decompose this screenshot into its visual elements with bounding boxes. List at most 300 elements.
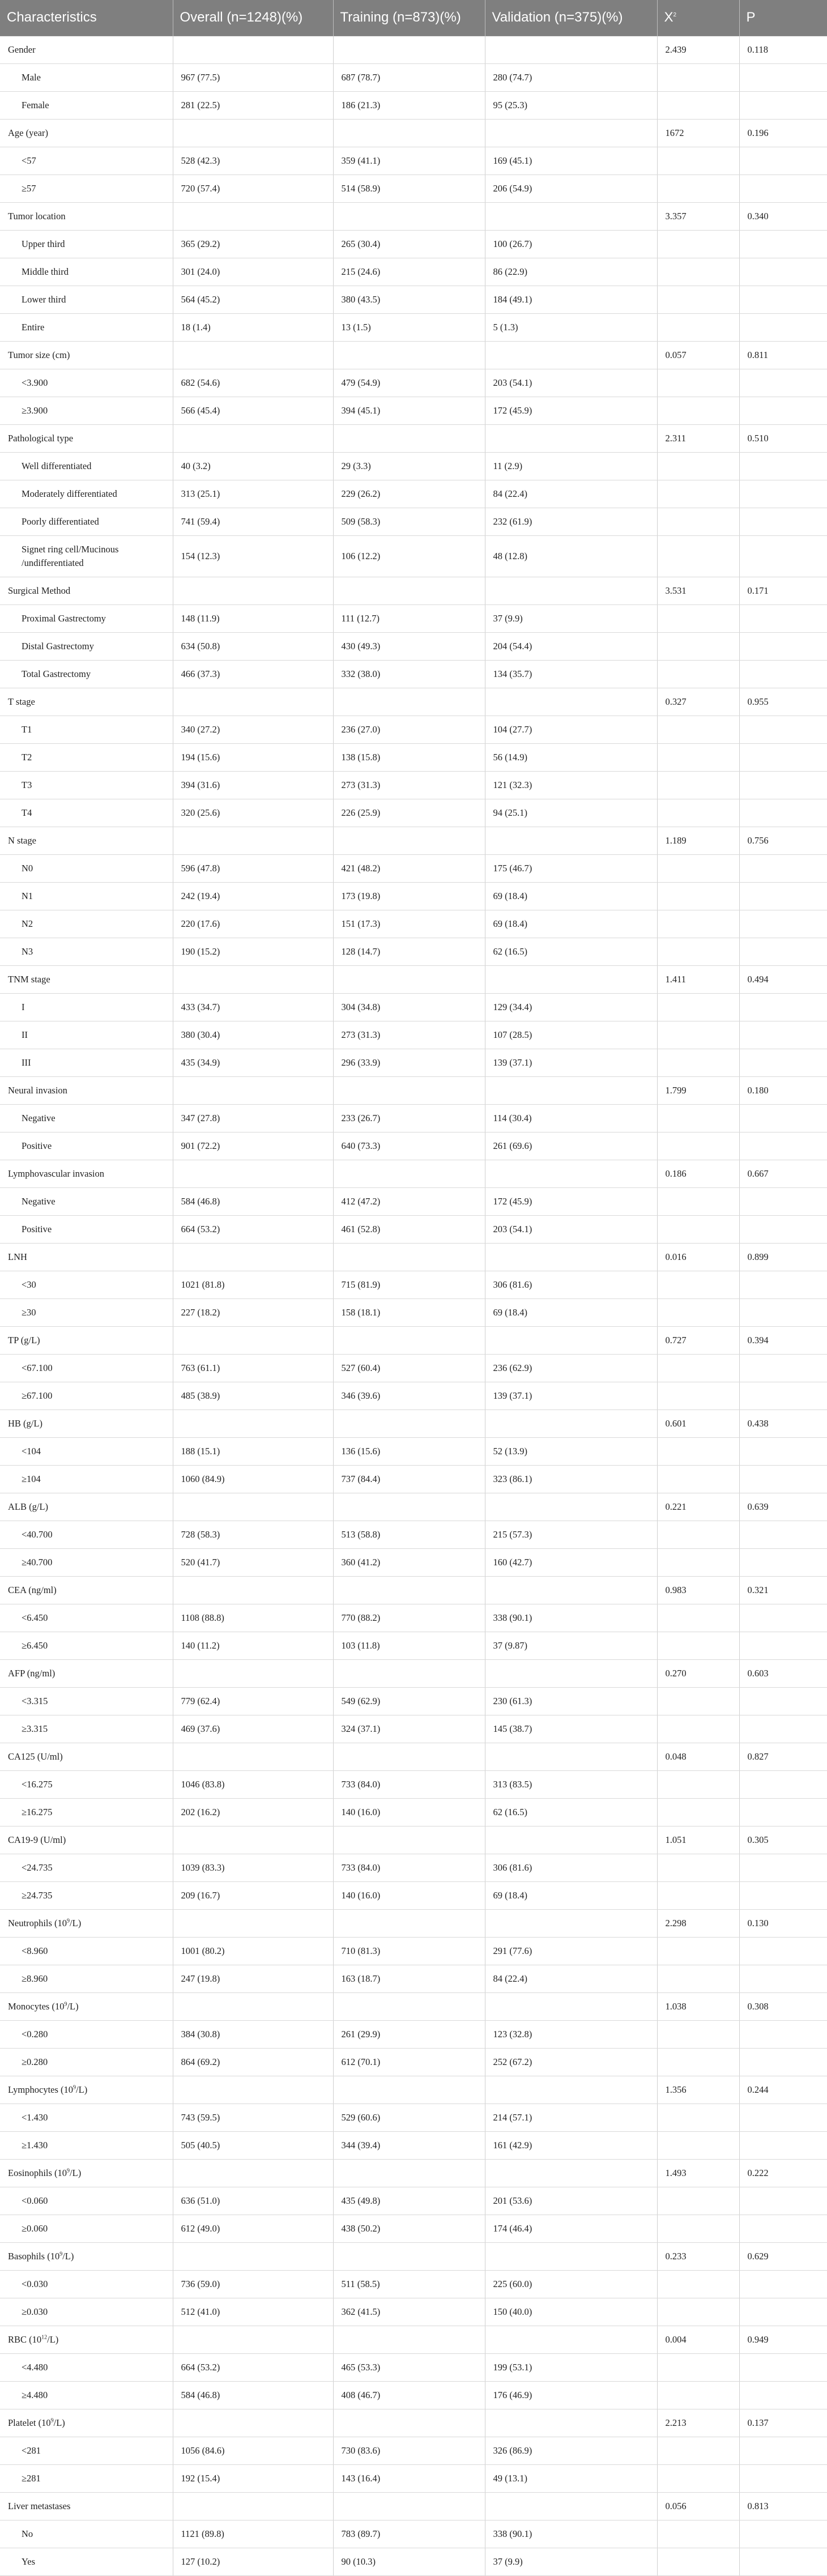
overall-cell: 365 (29.2) [173, 230, 333, 258]
group-label-text: Neutrophils (10 [8, 1917, 67, 1928]
table-row [0, 1632, 827, 1659]
p-cell [739, 854, 827, 882]
subgroup-label: ≥40.700 [0, 1548, 173, 1576]
overall-cell: 209 (16.7) [173, 1881, 333, 1909]
validation-cell: 230 (61.3) [485, 1687, 657, 1715]
subgroup-label: ≥0.060 [0, 2215, 173, 2242]
validation-cell [485, 202, 657, 230]
overall-cell: 1060 (84.9) [173, 1465, 333, 1493]
table-row [0, 2131, 827, 2159]
subgroup-label: Positive [0, 1132, 173, 1160]
validation-cell: 86 (22.9) [485, 258, 657, 286]
group-label [0, 1576, 173, 1604]
group-label-text: N stage [8, 834, 36, 846]
training-cell: 186 (21.3) [333, 91, 485, 119]
subgroup-label: ≥281 [0, 2464, 173, 2492]
training-cell: 103 (11.8) [333, 1632, 485, 1659]
p-value: 0.321 [739, 1576, 827, 1604]
overall-cell: 227 (18.2) [173, 1298, 333, 1326]
subgroup-label: ≥0.030 [0, 2298, 173, 2326]
validation-cell: 236 (62.9) [485, 1354, 657, 1382]
chi-square-cell [657, 2131, 739, 2159]
chi-symbol: X [664, 10, 673, 25]
overall-cell [173, 577, 333, 604]
chi-square-value: 1.189 [657, 827, 739, 854]
chi-square-cell [657, 1437, 739, 1465]
training-cell: 106 (12.2) [333, 535, 485, 577]
validation-cell [485, 688, 657, 716]
col-header-chi-square [657, 0, 739, 36]
p-value: 0.813 [739, 2492, 827, 2520]
table-row [0, 2520, 827, 2548]
table-row [0, 2104, 827, 2131]
overall-cell: 584 (46.8) [173, 2381, 333, 2409]
group-label [0, 1659, 173, 1687]
validation-cell: 215 (57.3) [485, 1521, 657, 1548]
unit-superscript: 9 [67, 2168, 70, 2174]
table-row [0, 2020, 827, 2048]
group-label [0, 2159, 173, 2187]
validation-cell [485, 1410, 657, 1437]
group-label-text: Tumor size (cm) [8, 349, 70, 360]
subgroup-label: ≥0.280 [0, 2048, 173, 2076]
p-value: 0.305 [739, 1826, 827, 1854]
group-label-text: Neural invasion [8, 1084, 67, 1096]
chi-square-cell [657, 535, 739, 577]
subgroup-label: <8.960 [0, 1937, 173, 1965]
overall-cell: 779 (62.4) [173, 1687, 333, 1715]
training-cell [333, 965, 485, 993]
overall-cell [173, 827, 333, 854]
table-row [0, 174, 827, 202]
chi-square-cell [657, 632, 739, 660]
training-cell: 461 (52.8) [333, 1215, 485, 1243]
validation-cell: 62 (16.5) [485, 938, 657, 965]
p-cell [739, 1548, 827, 1576]
table-row [0, 452, 827, 480]
training-cell [333, 1243, 485, 1271]
chi-square-cell [657, 63, 739, 91]
group-row [0, 2326, 827, 2353]
training-cell: 360 (41.2) [333, 1548, 485, 1576]
p-value: 0.629 [739, 2242, 827, 2270]
group-label [0, 1243, 173, 1271]
unit-superscript: 9 [50, 2417, 54, 2424]
chi-square-cell [657, 480, 739, 508]
training-cell: 158 (18.1) [333, 1298, 485, 1326]
training-cell: 527 (60.4) [333, 1354, 485, 1382]
validation-cell [485, 1826, 657, 1854]
chi-square-cell [657, 1271, 739, 1298]
table-row [0, 2381, 827, 2409]
subgroup-label: Well differentiated [0, 452, 173, 480]
validation-cell: 48 (12.8) [485, 535, 657, 577]
validation-cell: 172 (45.9) [485, 397, 657, 424]
training-cell: 136 (15.6) [333, 1437, 485, 1465]
overall-cell: 320 (25.6) [173, 799, 333, 827]
table-row [0, 63, 827, 91]
table-row [0, 1770, 827, 1798]
training-cell: 710 (81.3) [333, 1937, 485, 1965]
group-label-text: CA125 (U/ml) [8, 1751, 63, 1762]
group-row [0, 1659, 827, 1687]
chi-square-cell [657, 2381, 739, 2409]
group-row [0, 577, 827, 604]
p-cell [739, 2520, 827, 2548]
validation-cell: 56 (14.9) [485, 743, 657, 771]
training-cell: 226 (25.9) [333, 799, 485, 827]
validation-cell [485, 1326, 657, 1354]
p-value: 0.171 [739, 577, 827, 604]
table-row [0, 1854, 827, 1881]
p-cell [739, 286, 827, 313]
table-row [0, 743, 827, 771]
group-label [0, 1410, 173, 1437]
p-cell [739, 1604, 827, 1632]
p-value: 0.118 [739, 36, 827, 63]
validation-cell: 204 (54.4) [485, 632, 657, 660]
p-cell [739, 1687, 827, 1715]
group-label-text: TNM stage [8, 973, 50, 985]
validation-cell: 291 (77.6) [485, 1937, 657, 1965]
training-cell [333, 119, 485, 147]
p-value: 0.811 [739, 341, 827, 369]
training-cell: 304 (34.8) [333, 993, 485, 1021]
table-row [0, 1021, 827, 1049]
group-row [0, 965, 827, 993]
table-row [0, 910, 827, 938]
p-cell [739, 397, 827, 424]
p-cell [739, 2548, 827, 2575]
chi-square-value: 1.038 [657, 1992, 739, 2020]
training-cell [333, 2159, 485, 2187]
overall-cell: 1001 (80.2) [173, 1937, 333, 1965]
overall-cell: 194 (15.6) [173, 743, 333, 771]
p-cell [739, 1104, 827, 1132]
group-label [0, 2076, 173, 2104]
group-label [0, 2409, 173, 2437]
p-cell [739, 2187, 827, 2215]
overall-cell: 596 (47.8) [173, 854, 333, 882]
table-row [0, 993, 827, 1021]
chi-square-cell [657, 1604, 739, 1632]
chi-square-cell [657, 604, 739, 632]
chi-square-value: 1.411 [657, 965, 739, 993]
chi-square-value: 1.051 [657, 1826, 739, 1854]
validation-cell: 134 (35.7) [485, 660, 657, 688]
group-row [0, 1076, 827, 1104]
subgroup-label: Middle third [0, 258, 173, 286]
p-cell [739, 2298, 827, 2326]
validation-cell [485, 2492, 657, 2520]
validation-cell: 37 (9.87) [485, 1632, 657, 1659]
chi-square-cell [657, 1687, 739, 1715]
subgroup-label: <16.275 [0, 1770, 173, 1798]
table-row [0, 535, 827, 577]
validation-cell [485, 1243, 657, 1271]
table-row [0, 2437, 827, 2464]
training-cell: 265 (30.4) [333, 230, 485, 258]
p-cell [739, 660, 827, 688]
validation-cell [485, 1493, 657, 1521]
subgroup-label: ≥4.480 [0, 2381, 173, 2409]
validation-cell: 232 (61.9) [485, 508, 657, 535]
chi-square-value: 0.048 [657, 1743, 739, 1770]
validation-cell: 95 (25.3) [485, 91, 657, 119]
table-row [0, 1687, 827, 1715]
overall-cell [173, 2409, 333, 2437]
training-cell: 733 (84.0) [333, 1770, 485, 1798]
p-value: 0.827 [739, 1743, 827, 1770]
p-cell [739, 1021, 827, 1049]
subgroup-label: ≥1.430 [0, 2131, 173, 2159]
overall-cell: 281 (22.5) [173, 91, 333, 119]
subgroup-label: N3 [0, 938, 173, 965]
chi-square-cell [657, 2048, 739, 2076]
p-cell [739, 2437, 827, 2464]
group-label-text: Gender [8, 44, 36, 55]
col-header-training: Training (n=873)(%) [333, 0, 485, 36]
overall-cell: 520 (41.7) [173, 1548, 333, 1576]
validation-cell: 161 (42.9) [485, 2131, 657, 2159]
overall-cell: 736 (59.0) [173, 2270, 333, 2298]
p-cell [739, 2048, 827, 2076]
subgroup-label: ≥67.100 [0, 1382, 173, 1410]
overall-cell: 566 (45.4) [173, 397, 333, 424]
chi-square-cell [657, 1215, 739, 1243]
chi-square-cell [657, 993, 739, 1021]
chi-square-cell [657, 369, 739, 397]
p-cell [739, 63, 827, 91]
table-row [0, 1937, 827, 1965]
overall-cell [173, 1243, 333, 1271]
chi-square-cell [657, 1521, 739, 1548]
p-value: 0.137 [739, 2409, 827, 2437]
validation-cell [485, 1909, 657, 1937]
training-cell: 687 (78.7) [333, 63, 485, 91]
table-row [0, 286, 827, 313]
validation-cell [485, 1659, 657, 1687]
table-row [0, 2298, 827, 2326]
chi-square-value: 0.004 [657, 2326, 739, 2353]
group-label-unit: /L) [70, 2167, 82, 2178]
table-row [0, 938, 827, 965]
subgroup-label: ≥24.735 [0, 1881, 173, 1909]
chi-superscript: 2 [673, 12, 677, 19]
validation-cell: 261 (69.6) [485, 1132, 657, 1160]
overall-cell [173, 1576, 333, 1604]
validation-cell: 338 (90.1) [485, 2520, 657, 2548]
p-cell [739, 2353, 827, 2381]
training-cell [333, 1909, 485, 1937]
training-cell: 730 (83.6) [333, 2437, 485, 2464]
training-cell [333, 36, 485, 63]
training-cell: 29 (3.3) [333, 452, 485, 480]
group-row [0, 2242, 827, 2270]
group-row [0, 424, 827, 452]
overall-cell: 901 (72.2) [173, 1132, 333, 1160]
chi-square-cell [657, 1354, 739, 1382]
p-value: 0.494 [739, 965, 827, 993]
group-row [0, 827, 827, 854]
group-label [0, 2492, 173, 2520]
chi-square-cell [657, 2520, 739, 2548]
table-row [0, 1715, 827, 1743]
chi-square-cell [657, 91, 739, 119]
table-row [0, 660, 827, 688]
unit-superscript: 9 [67, 1918, 70, 1924]
chi-square-cell [657, 313, 739, 341]
group-label-text: RBC (10 [8, 2334, 42, 2345]
group-label-text: CA19-9 (U/ml) [8, 1834, 66, 1845]
p-cell [739, 716, 827, 743]
subgroup-label: Poorly differentiated [0, 508, 173, 535]
validation-cell: 11 (2.9) [485, 452, 657, 480]
chi-square-cell [657, 230, 739, 258]
validation-cell: 69 (18.4) [485, 1881, 657, 1909]
overall-cell: 154 (12.3) [173, 535, 333, 577]
training-cell: 140 (16.0) [333, 1881, 485, 1909]
p-cell [739, 258, 827, 286]
training-cell: 783 (89.7) [333, 2520, 485, 2548]
chi-square-value: 2.311 [657, 424, 739, 452]
chi-square-value: 0.057 [657, 341, 739, 369]
group-label-text: TP (g/L) [8, 1334, 40, 1346]
training-cell: 346 (39.6) [333, 1382, 485, 1410]
training-cell: 143 (16.4) [333, 2464, 485, 2492]
group-label-text: Surgical Method [8, 585, 71, 596]
subgroup-label: Distal Gastrectomy [0, 632, 173, 660]
group-label-text: Basophils (10 [8, 2250, 60, 2262]
training-cell [333, 1410, 485, 1437]
overall-cell [173, 1826, 333, 1854]
p-cell [739, 174, 827, 202]
subgroup-label: ≥16.275 [0, 1798, 173, 1826]
overall-cell: 18 (1.4) [173, 313, 333, 341]
validation-cell: 69 (18.4) [485, 1298, 657, 1326]
chi-square-cell [657, 1632, 739, 1659]
overall-cell: 1108 (88.8) [173, 1604, 333, 1632]
group-label [0, 1909, 173, 1937]
table-row [0, 1354, 827, 1382]
subgroup-label: ≥3.315 [0, 1715, 173, 1743]
chi-square-cell [657, 1770, 739, 1798]
subgroup-label: <24.735 [0, 1854, 173, 1881]
p-value: 0.955 [739, 688, 827, 716]
chi-square-cell [657, 910, 739, 938]
training-cell: 380 (43.5) [333, 286, 485, 313]
table-row [0, 1548, 827, 1576]
training-cell: 13 (1.5) [333, 313, 485, 341]
p-value: 0.438 [739, 1410, 827, 1437]
table-row [0, 1465, 827, 1493]
group-row [0, 688, 827, 716]
training-cell [333, 577, 485, 604]
validation-cell [485, 119, 657, 147]
subgroup-label: Signet ring cell/Mucinous /undifferentiated [0, 535, 173, 577]
p-cell [739, 1798, 827, 1826]
p-cell [739, 1187, 827, 1215]
overall-cell: 664 (53.2) [173, 2353, 333, 2381]
validation-cell: 114 (30.4) [485, 1104, 657, 1132]
chi-square-cell [657, 286, 739, 313]
overall-cell: 564 (45.2) [173, 286, 333, 313]
validation-cell: 252 (67.2) [485, 2048, 657, 2076]
p-cell [739, 1271, 827, 1298]
training-cell: 479 (54.9) [333, 369, 485, 397]
overall-cell [173, 2492, 333, 2520]
overall-cell: 634 (50.8) [173, 632, 333, 660]
validation-cell [485, 1743, 657, 1770]
validation-cell: 199 (53.1) [485, 2353, 657, 2381]
table-row [0, 1521, 827, 1548]
validation-cell: 174 (46.4) [485, 2215, 657, 2242]
subgroup-label: Yes [0, 2548, 173, 2575]
chi-square-value: 2.439 [657, 36, 739, 63]
subgroup-label: T1 [0, 716, 173, 743]
training-cell [333, 1659, 485, 1687]
validation-cell: 306 (81.6) [485, 1271, 657, 1298]
chi-square-value: 0.186 [657, 1160, 739, 1187]
chi-square-value: 0.016 [657, 1243, 739, 1271]
subgroup-label: III [0, 1049, 173, 1076]
p-value: 0.949 [739, 2326, 827, 2353]
subgroup-label: I [0, 993, 173, 1021]
table-row [0, 2048, 827, 2076]
subgroup-label: ≥8.960 [0, 1965, 173, 1992]
overall-cell: 1021 (81.8) [173, 1271, 333, 1298]
header-row [0, 0, 827, 36]
p-cell [739, 1437, 827, 1465]
subgroup-label: N2 [0, 910, 173, 938]
p-value: 0.244 [739, 2076, 827, 2104]
overall-cell: 435 (34.9) [173, 1049, 333, 1076]
group-label [0, 1826, 173, 1854]
validation-cell [485, 1076, 657, 1104]
overall-cell: 1046 (83.8) [173, 1770, 333, 1798]
subgroup-label: Negative [0, 1104, 173, 1132]
training-cell: 229 (26.2) [333, 480, 485, 508]
subgroup-label: <6.450 [0, 1604, 173, 1632]
p-cell [739, 508, 827, 535]
group-row [0, 1493, 827, 1521]
validation-cell [485, 2326, 657, 2353]
group-label [0, 1743, 173, 1770]
training-cell [333, 688, 485, 716]
p-value: 0.667 [739, 1160, 827, 1187]
overall-cell: 864 (69.2) [173, 2048, 333, 2076]
table-row [0, 230, 827, 258]
overall-cell: 247 (19.8) [173, 1965, 333, 1992]
table-row [0, 480, 827, 508]
chi-square-value: 0.221 [657, 1493, 739, 1521]
table-row [0, 91, 827, 119]
group-label [0, 688, 173, 716]
chi-square-value: 0.270 [657, 1659, 739, 1687]
overall-cell: 584 (46.8) [173, 1187, 333, 1215]
overall-cell [173, 119, 333, 147]
table-row [0, 1049, 827, 1076]
overall-cell: 485 (38.9) [173, 1382, 333, 1410]
training-cell: 435 (49.8) [333, 2187, 485, 2215]
training-cell [333, 424, 485, 452]
subgroup-label: Female [0, 91, 173, 119]
p-cell [739, 480, 827, 508]
overall-cell: 728 (58.3) [173, 1521, 333, 1548]
table-row [0, 1298, 827, 1326]
table-row [0, 2270, 827, 2298]
p-cell [739, 882, 827, 910]
